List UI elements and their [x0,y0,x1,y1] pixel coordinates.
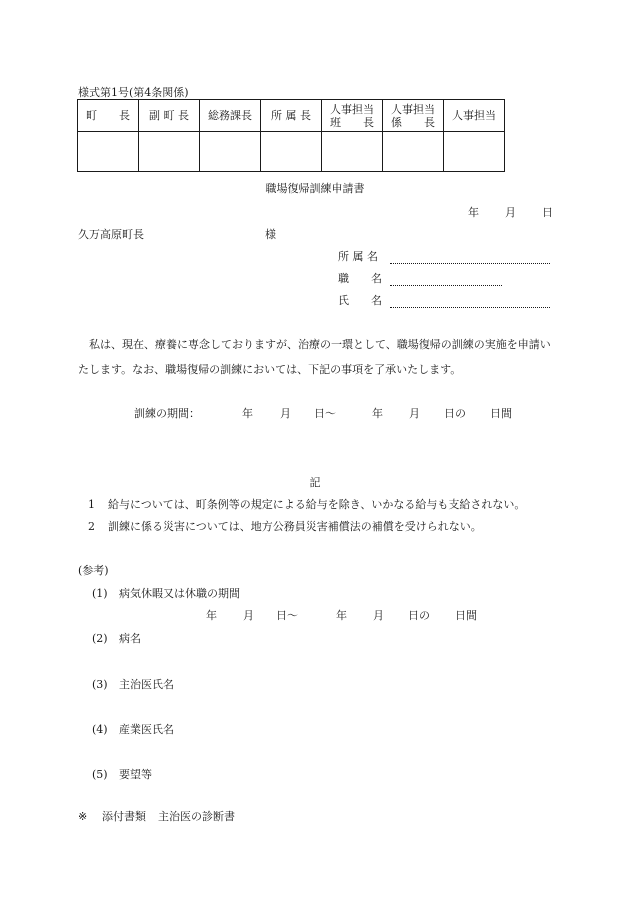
leave-month-1: 月 [243,609,254,622]
reference-number: (5) [92,768,108,781]
header-line1: 副 町 長 [149,109,189,122]
attachment-line [78,808,235,824]
stamp-box-hr-section-chief[interactable] [383,132,444,172]
department-field[interactable] [338,248,550,264]
condition-text: 訓練に係る災害については、地方公務員災害補償法の補償を受けられない。 [108,520,482,533]
job-title-field[interactable] [338,270,502,286]
condition-number: 1 [88,498,95,511]
period-day-2: 日の [444,407,466,420]
request-paragraph: 私は、現在、療養に専念しておりますが、治療の一環として、職場復帰の訓練の実施を申請いたします。なお、職場復帰の訓練においては、下記の事項を了承いたします。 [78,338,551,376]
reference-item-leave-period [92,585,240,601]
date-year: 年 [468,206,479,219]
header-line1: 町 長 [86,109,130,122]
stamp-box-hr-staff[interactable] [444,132,505,172]
leave-month-2: 月 [373,609,384,622]
reference-item-requests[interactable] [92,766,152,782]
leave-year-2: 年 [336,609,347,622]
form-number: 様式第1号(第4条関係) [78,86,189,99]
stamp-box-deputy-mayor[interactable] [139,132,200,172]
approval-header-general-affairs-chief [200,100,261,132]
stamp-box-general-affairs-chief[interactable] [200,132,261,172]
name-dotted-line [390,296,550,308]
header-line2: 係 長 [391,115,435,129]
document-title: 職場復帰訓練申請書 [265,182,365,195]
approval-header-hr-team-leader [322,100,383,132]
reference-number: (3) [92,678,108,691]
stamp-box-hr-team-leader[interactable] [322,132,383,172]
application-date[interactable] [468,204,553,220]
attachment-value: 主治医の診断書 [158,810,235,823]
name-label: 氏 名 [338,294,382,307]
name-field[interactable] [338,292,550,308]
leave-days: 日間 [455,609,477,622]
department-dotted-line [390,252,550,264]
reference-text: 要望等 [119,768,152,781]
ki-heading: 記 [309,476,321,489]
leave-day-1: 日〜 [276,609,298,622]
reference-text: 産業医氏名 [119,723,174,736]
reference-text: 病気休暇又は休職の期間 [119,587,240,600]
stamp-box-mayor[interactable] [78,132,139,172]
reference-number: (2) [92,632,108,645]
header-line1: 人事担当 [330,102,374,116]
addressee: 久万高原町長 [78,228,144,241]
approval-header-hr-section-chief [383,100,444,132]
attachment-label: 添付書類 [102,810,146,823]
approval-header-row [78,100,505,132]
period-year-1: 年 [242,407,253,420]
header-line2: 班 長 [330,115,374,129]
approval-stamp-row [78,132,505,172]
header-line1: 人事担当 [452,109,496,122]
date-month: 月 [505,206,516,219]
approval-header-mayor [78,100,139,132]
reference-number: (1) [92,587,108,600]
condition-number: 2 [88,520,95,533]
note-mark: ※ [78,810,88,823]
period-month-1: 月 [280,407,291,420]
condition-text: 給与については、町条例等の規定による給与を除き、いかなる給与も支給されない。 [108,498,526,511]
approval-header-hr-staff [444,100,505,132]
honorific: 様 [265,228,276,241]
reference-number: (4) [92,723,108,736]
period-days: 日間 [490,407,512,420]
approval-stamp-table [77,99,505,172]
approval-header-department-head [261,100,322,132]
approval-header-deputy-mayor [139,100,200,132]
period-year-2: 年 [372,407,383,420]
training-period-label: 訓練の期間： [134,407,200,420]
reference-item-attending-physician[interactable] [92,676,174,692]
leave-day-2: 日の [408,609,430,622]
header-line1: 人事担当 [391,102,435,116]
header-line1: 所 属 長 [271,109,311,122]
job-title-dotted-line [390,274,502,286]
reference-text: 主治医氏名 [119,678,174,691]
leave-year-1: 年 [206,609,217,622]
reference-item-industrial-physician[interactable] [92,721,174,737]
reference-heading: (参考) [78,564,109,577]
period-month-2: 月 [409,407,420,420]
reference-text: 病名 [119,632,141,645]
header-line1: 総務課長 [208,109,252,122]
condition-item [88,518,482,534]
condition-item [88,496,525,512]
reference-item-illness[interactable] [92,630,141,646]
date-day: 日 [542,206,553,219]
period-day-1: 日〜 [314,407,336,420]
department-label: 所 属 名 [338,250,378,263]
stamp-box-department-head[interactable] [261,132,322,172]
job-title-label: 職 名 [338,272,382,285]
